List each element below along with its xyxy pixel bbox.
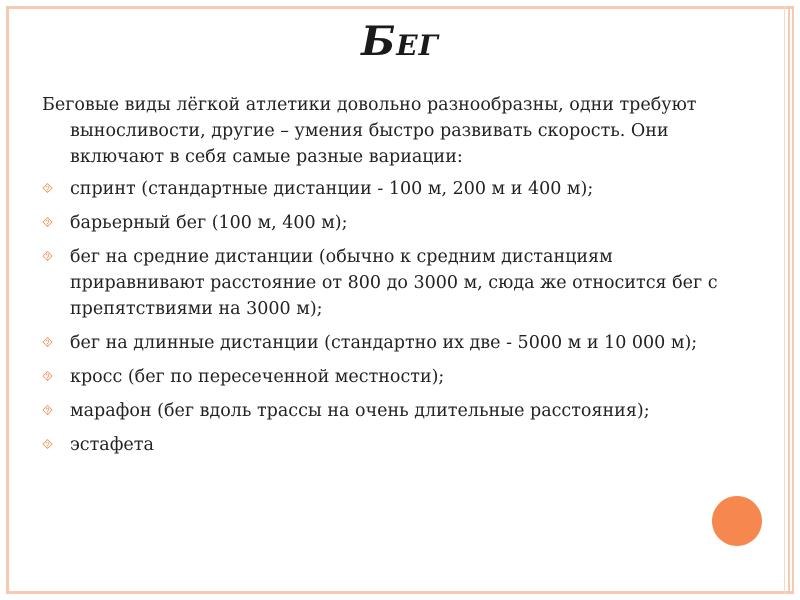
list-item-text: кросс (бег по пересеченной местности); — [70, 367, 445, 387]
decorative-circle — [712, 496, 762, 546]
bullet-arrow-icon: ⯑ — [42, 249, 54, 265]
list-item-text: спринт (стандартные дистанции - 100 м, 200 м и 400 м); — [70, 179, 594, 199]
bullet-list — [42, 176, 732, 458]
bullet-arrow-icon: ⯑ — [42, 403, 54, 419]
list-item — [42, 398, 732, 424]
list-item-text: марафон (бег вдоль трассы на очень длительные расстояния); — [70, 401, 650, 421]
bullet-arrow-icon: ⯑ — [42, 369, 54, 385]
list-item — [42, 432, 732, 458]
list-item — [42, 244, 732, 322]
bullet-arrow-icon: ⯑ — [42, 215, 54, 231]
list-item — [42, 176, 732, 202]
slide-content — [42, 92, 732, 466]
bullet-arrow-icon: ⯑ — [42, 335, 54, 351]
slide-title: Бег — [361, 18, 439, 65]
list-item-text: барьерный бег (100 м, 400 м); — [70, 213, 348, 233]
list-item-text: бег на средние дистанции (обычно к средним дистанциям приравнивают расстояние от 800 до 3000 м, сюда же относится бег с препятствиями на 3000 м); — [70, 247, 718, 319]
frame-accent-line-thin — [784, 6, 785, 594]
list-item — [42, 210, 732, 236]
list-item — [42, 364, 732, 390]
list-item — [42, 330, 732, 356]
list-item-text: эстафета — [70, 435, 154, 455]
frame-accent-line — [788, 6, 790, 594]
intro-paragraph: Беговые виды лёгкой атлетики довольно разнообразны, одни требуют выносливости, другие – умения быстро развивать скорость. Они включают в себя самые разные вариации: — [42, 95, 697, 167]
bullet-arrow-icon: ⯑ — [42, 181, 54, 197]
list-item-text: бег на длинные дистанции (стандартно их две - 5000 м и 10 000 м); — [70, 333, 698, 353]
bullet-arrow-icon: ⯑ — [42, 437, 54, 453]
